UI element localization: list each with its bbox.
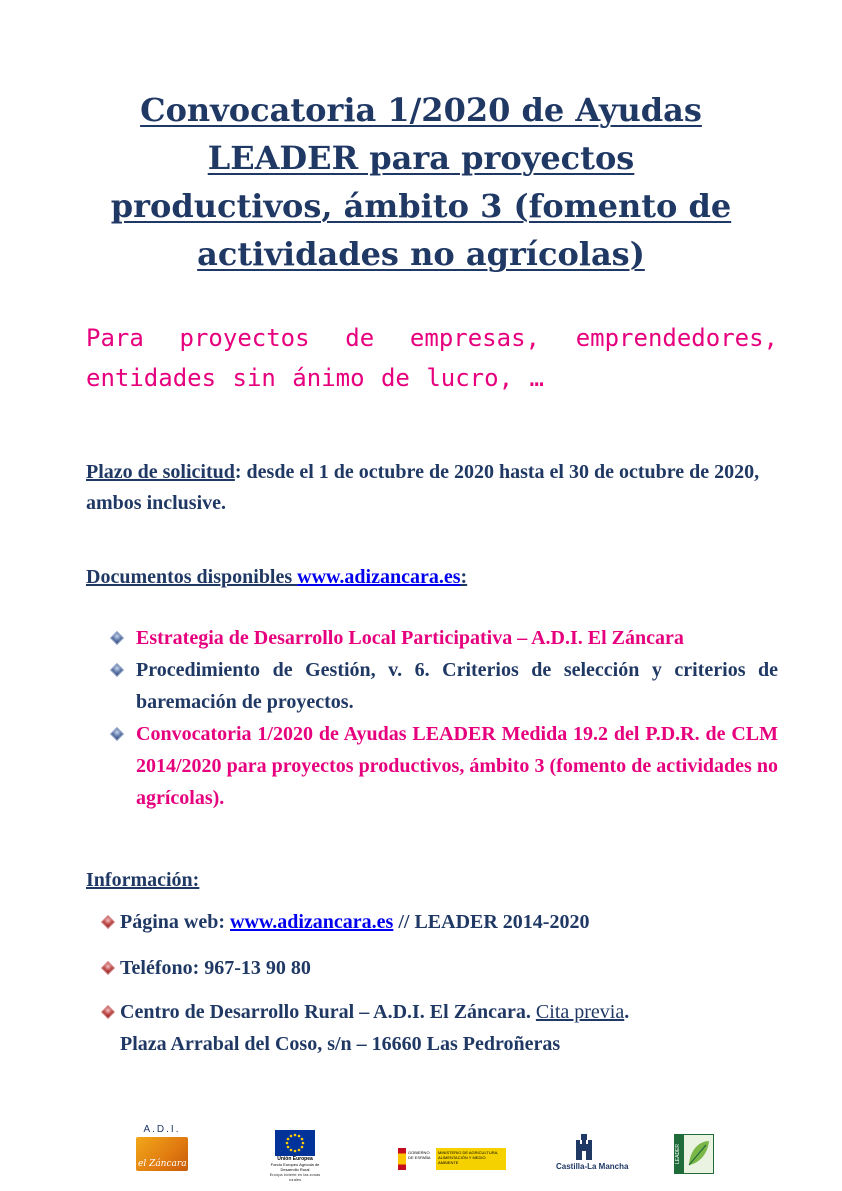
- list-item: [106, 654, 778, 718]
- title-line-4: actividades no agrícolas): [197, 235, 645, 273]
- plazo-label: Plazo de solicitud: [86, 461, 235, 483]
- castle-icon: [573, 1132, 595, 1162]
- documentos-heading: [86, 566, 467, 589]
- info-web: [120, 906, 589, 938]
- ue-fund: Fondo Europeo Agrícola de Desarrollo Rural: [270, 1162, 320, 1172]
- documentos-list: [106, 622, 778, 814]
- list-item: [106, 622, 778, 654]
- direccion-text: Plaza Arrabal del Coso, s/n – 16660 Las Pedroñeras: [120, 1033, 561, 1055]
- title-line-1: Convocatoria 1/2020 de Ayudas: [140, 91, 702, 129]
- ue-motto: Europa invierte en las zonas rurales: [269, 1172, 321, 1182]
- web-label: Página web:: [120, 911, 230, 933]
- info-centro: [120, 996, 629, 1060]
- bullet-diamond-icon: [102, 1006, 113, 1017]
- spain-coat-icon: [398, 1148, 406, 1170]
- gobierno-espana-logo: [398, 1148, 506, 1170]
- page-title: [60, 86, 782, 278]
- documentos-colon: :: [460, 566, 468, 588]
- adi-logo-name: el Záncara: [138, 1159, 187, 1169]
- plazo-text: : desde el 1 de octubre de 2020 hasta el 30 de octubre de 2020, ambos inclusive.: [86, 461, 760, 514]
- web-suffix: // LEADER 2014-2020: [393, 911, 590, 933]
- gobierno-text: GOBIERNO DE ESPAÑA: [406, 1148, 436, 1170]
- adi-logo-text: A.D.I.: [143, 1124, 181, 1135]
- castilla-la-mancha-logo: [556, 1132, 629, 1178]
- bullet-diamond-icon: [102, 962, 113, 973]
- documentos-heading-label: Documentos disponibles: [86, 566, 298, 588]
- title-line-3: productivos, ámbito 3 (fomento de: [110, 187, 732, 225]
- ue-name: Unión Europea: [277, 1156, 313, 1162]
- info-telefono: [120, 952, 311, 984]
- title-line-2: LEADER para proyectos: [207, 139, 635, 177]
- cita-previa: Cita previa: [535, 1001, 625, 1023]
- documento-estrategia: Estrategia de Desarrollo Local Participativa – A.D.I. El Záncara: [136, 627, 684, 649]
- bullet-diamond-icon: [102, 916, 113, 927]
- eu-flag-icon: [275, 1130, 315, 1156]
- telefono-text: Teléfono: 967-13 90 80: [120, 957, 311, 979]
- centro-text: Centro de Desarrollo Rural – A.D.I. El Záncara.: [120, 1001, 536, 1023]
- informacion-heading: Información:: [86, 869, 200, 891]
- leader-text: LEADER: [675, 1135, 684, 1173]
- documentos-link[interactable]: www.adizancara.es: [297, 566, 461, 588]
- adi-zancara-logo: [136, 1124, 188, 1176]
- bullet-diamond-icon: [111, 728, 122, 739]
- plazo-paragraph: [86, 457, 786, 519]
- bullet-diamond-icon: [111, 664, 122, 675]
- leader-logo: [674, 1134, 714, 1174]
- cita-end: .: [624, 1001, 630, 1023]
- leaf-icon: [684, 1135, 713, 1173]
- documento-convocatoria: Convocatoria 1/2020 de Ayudas LEADER Medida 19.2 del P.D.R. de CLM 2014/2020 para proyectos productivos, ámbito 3 (fomento de actividades no agrícolas).: [136, 723, 778, 809]
- union-europea-logo: [268, 1130, 322, 1180]
- web-link[interactable]: www.adizancara.es: [230, 911, 394, 933]
- intro-text: Para proyectos de empresas, emprendedores, entidades sin ánimo de lucro, …: [86, 324, 778, 392]
- list-item: [106, 718, 778, 814]
- clm-name: Castilla-La Mancha: [556, 1162, 629, 1171]
- ministerio-text: MINISTERIO DE AGRICULTURA, ALIMENTACIÓN Y MEDIO AMBIENTE: [436, 1148, 506, 1170]
- bullet-diamond-icon: [111, 632, 122, 643]
- adi-logo-badge: [136, 1137, 188, 1171]
- documento-procedimiento: Procedimiento de Gestión, v. 6. Criterios de selección y criterios de baremación de proyectos.: [136, 659, 778, 713]
